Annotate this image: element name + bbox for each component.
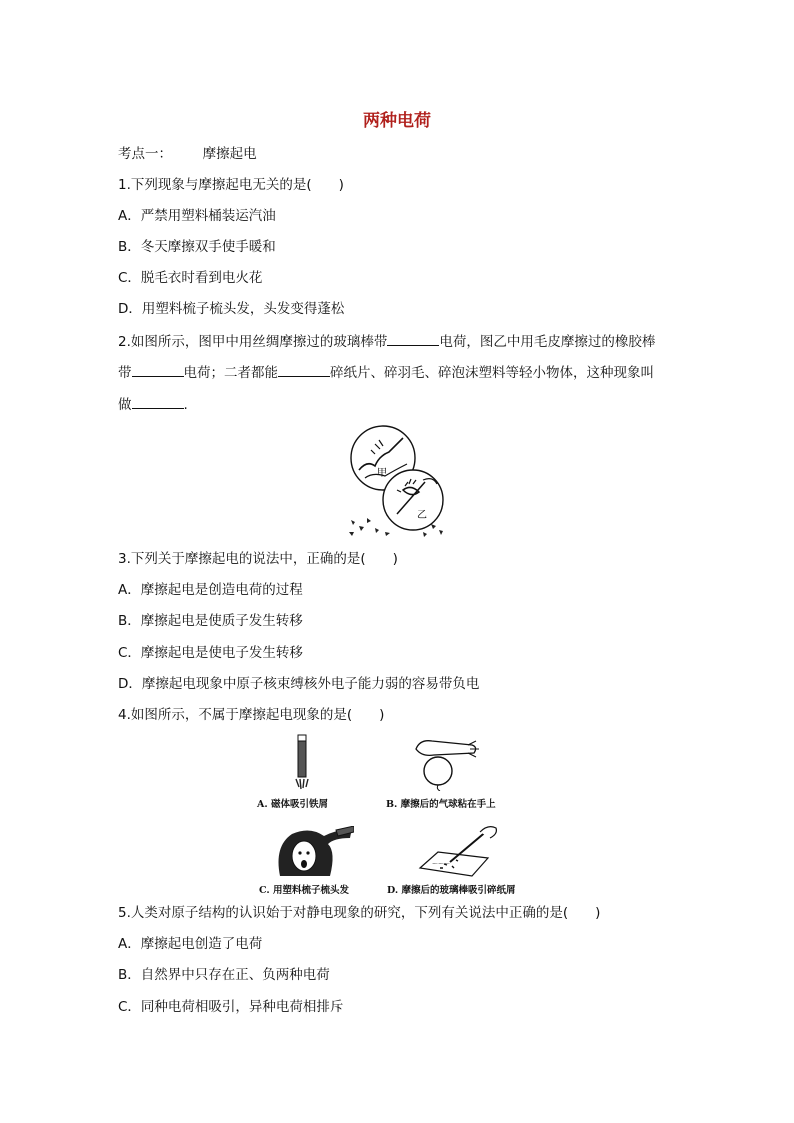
q2-line-2 <box>118 362 654 383</box>
figure-caption-c: C. 用塑料梳子梳头发 <box>259 885 350 896</box>
q2-text: 2.如图所示，图甲中用丝绸摩擦过的玻璃棒带 <box>118 334 388 350</box>
balloon-figure <box>412 735 482 791</box>
q1-option-b: B．冬天摩擦双手使手暖和 <box>118 239 276 255</box>
q1-option-c: C．脱毛衣时看到电火花 <box>118 270 263 286</box>
figure-caption-a: A. 磁体吸引铁屑 <box>257 799 328 810</box>
q2-text: 电荷；二者都能 <box>183 365 278 381</box>
answer-blank <box>278 362 330 377</box>
q3-option-c: C．摩擦起电是使电子发生转移 <box>118 645 303 661</box>
magnet-figure <box>292 733 312 791</box>
q1-option-d: D．用塑料梳子梳头发，头发变得蓬松 <box>118 301 345 317</box>
hair-comb-figure <box>274 826 354 878</box>
q1-stem: 1.下列现象与摩擦起电无关的是( ) <box>118 177 344 193</box>
q2-line-1 <box>118 331 655 352</box>
q3-stem: 3.下列关于摩擦起电的说法中，正确的是( ) <box>118 551 398 567</box>
figure-caption-b: B. 摩擦后的气球粘在手上 <box>386 799 496 810</box>
figure-label-jia: 甲 <box>377 468 387 479</box>
answer-blank <box>387 331 439 346</box>
q3-option-b: B．摩擦起电是使质子发生转移 <box>118 613 303 629</box>
q2-text: 带 <box>118 365 132 381</box>
q5-stem: 5.人类对原子结构的认识始于对静电现象的研究，下列有关说法中正确的是( ) <box>118 905 601 921</box>
q2-text: . <box>183 397 188 413</box>
glass-rod-figure <box>416 822 500 878</box>
q2-text: 做 <box>118 397 132 413</box>
section-label: 考点一： <box>118 146 172 162</box>
section-heading <box>118 144 257 164</box>
q2-text: 电荷，图乙中用毛皮摩擦过的橡胶棒 <box>439 334 656 350</box>
q3-option-a: A．摩擦起电是创造电荷的过程 <box>118 582 303 598</box>
answer-blank <box>132 394 184 409</box>
q2-text: 碎纸片、碎羽毛、碎泡沫塑料等轻小物体，这种现象叫 <box>330 365 654 381</box>
q1-option-a: A．严禁用塑料桶装运汽油 <box>118 208 276 224</box>
svg-text:〜〜〜: 〜〜〜 <box>432 861 451 868</box>
q3-option-d: D．摩擦起电现象中原子核束缚核外电子能力弱的容易带负电 <box>118 676 480 692</box>
q5-option-c: C．同种电荷相吸引，异种电荷相排斥 <box>118 999 344 1015</box>
rod-attraction-figure <box>345 420 450 540</box>
q4-stem: 4.如图所示，不属于摩擦起电现象的是( ) <box>118 707 385 723</box>
q2-line-3 <box>118 394 188 415</box>
document-title: 两种电荷 <box>363 111 431 131</box>
answer-blank <box>132 362 184 377</box>
section-topic: 摩擦起电 <box>202 146 257 162</box>
figure-label-yi: 乙 <box>417 510 427 521</box>
figure-caption-d: D. 摩擦后的玻璃棒吸引碎纸屑 <box>387 885 516 896</box>
q5-option-b: B．自然界中只存在正、负两种电荷 <box>118 967 330 983</box>
q5-option-a: A．摩擦起电创造了电荷 <box>118 936 263 952</box>
